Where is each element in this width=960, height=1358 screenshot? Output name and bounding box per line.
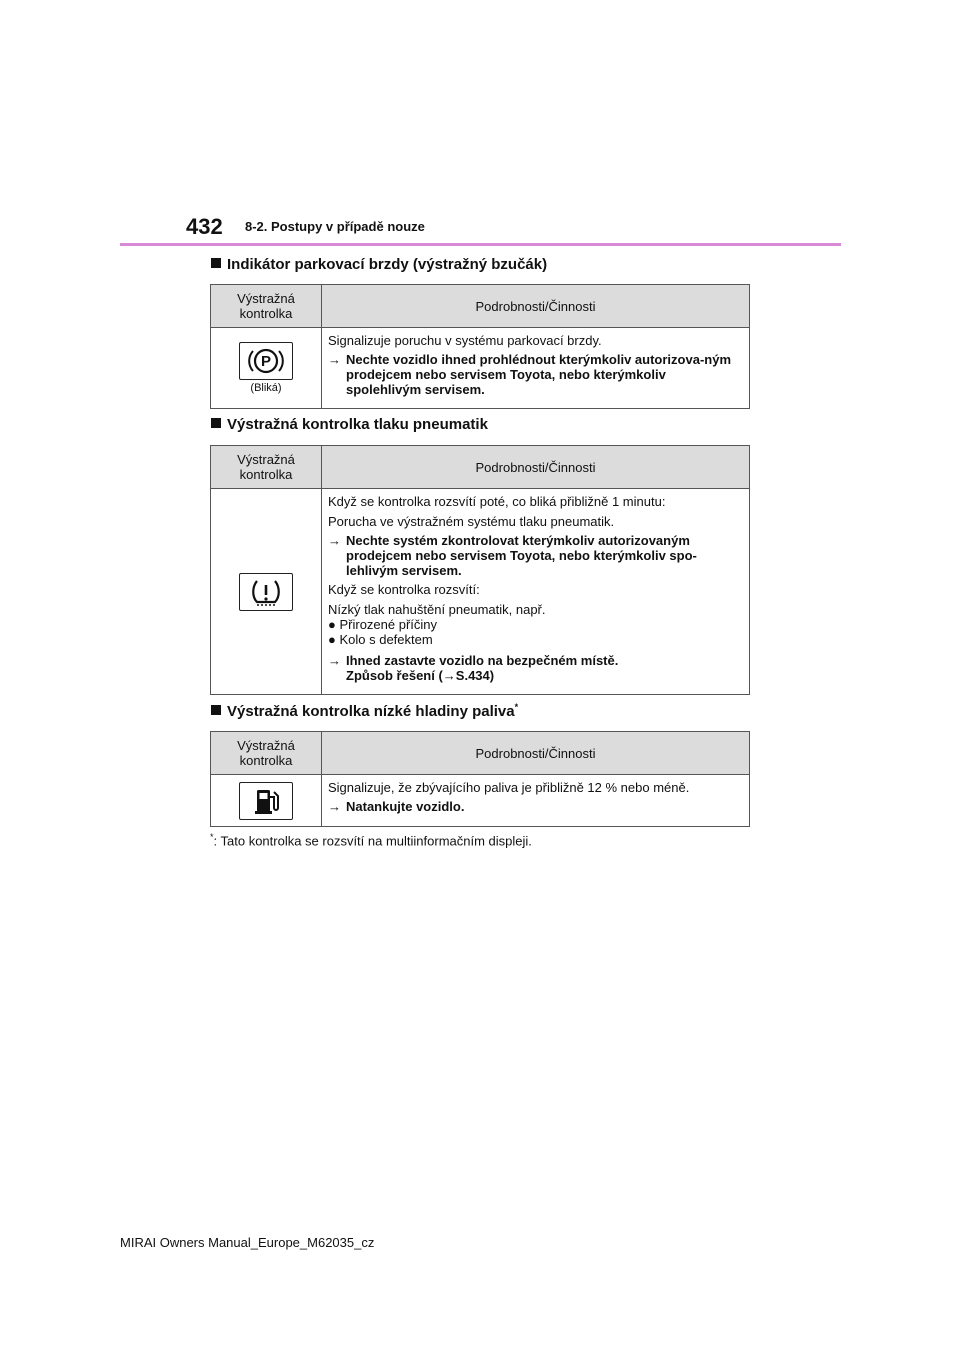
detail-text: Nízký tlak nahuštění pneumatik, např. (328, 602, 546, 617)
action-text: Nechte vozidlo ihned prohlédnout kterýmkoliv autorizova-ným prodejcem nebo servisem Toyota, nebo kterýmkoliv spolehlivým servisem. (346, 352, 731, 397)
bullet-icon: ● (328, 617, 336, 632)
tire-pressure-icon (239, 573, 293, 611)
table-header-indicator: Výstražná kontrolka (211, 446, 322, 489)
detail-text: Signalizuje poruchu v systému parkovací brzdy. (328, 333, 602, 348)
square-bullet-icon (211, 705, 221, 715)
table-header-indicator: Výstražná kontrolka (211, 732, 322, 775)
low-fuel-table (210, 731, 750, 827)
section-title: 8-2. Postupy v případě nouze (245, 219, 425, 234)
footnote: *: Tato kontrolka se rozsvítí na multiinformačním displeji. (210, 832, 532, 849)
action-text: Ihned zastavte vozidlo na bezpečném místě. Způsob řešení (→S.434) (346, 653, 619, 683)
table-header-details: Podrobnosti/Činnosti (322, 446, 750, 489)
svg-text:P: P (260, 353, 272, 370)
parking-brake-table (210, 284, 750, 409)
arrow-icon: → (328, 352, 341, 367)
fuel-pump-icon (239, 782, 293, 820)
detail-text: Když se kontrolka rozsvítí: (328, 582, 480, 597)
table-header-details: Podrobnosti/Činnosti (322, 285, 750, 328)
list-item: ● Kolo s defektem (328, 632, 433, 647)
action-text: Nechte systém zkontrolovat kterýmkoliv autorizovaným prodejcem nebo servisem Toyota, nebo kterýmkoliv spo-lehlivým servisem. (346, 533, 697, 578)
footer-manual-id: MIRAI Owners Manual_Europe_M62035_cz (120, 1235, 375, 1250)
action-text: Natankujte vozidlo. (346, 799, 465, 814)
square-bullet-icon (211, 418, 221, 428)
square-bullet-icon (211, 258, 221, 268)
arrow-icon: → (328, 799, 341, 814)
table-header-details: Podrobnosti/Činnosti (322, 732, 750, 775)
page-number: 432 (186, 214, 223, 239)
detail-text: Signalizuje, že zbývajícího paliva je přibližně 12 % nebo méně. (328, 780, 690, 795)
table-header-indicator: Výstražná kontrolka (211, 285, 322, 328)
detail-text: Porucha ve výstražném systému tlaku pneumatik. (328, 514, 615, 529)
list-item: ● Přirozené příčiny (328, 617, 438, 632)
header-divider (120, 243, 841, 246)
blinking-caption: (Bliká) (250, 382, 282, 394)
detail-text: Když se kontrolka rozsvítí poté, co bliká přibližně 1 minutu: (328, 494, 666, 509)
heading-low-fuel: Výstražná kontrolka nízké hladiny paliva* (211, 702, 518, 720)
heading-parking-brake: Indikátor parkovací brzdy (výstražný bzučák) (211, 256, 547, 273)
bullet-icon: ● (328, 632, 336, 647)
arrow-icon: → (328, 653, 341, 668)
parking-brake-icon (239, 342, 293, 380)
arrow-icon: → (328, 533, 341, 548)
heading-tire-pressure: Výstražná kontrolka tlaku pneumatik (211, 416, 488, 433)
tire-pressure-table (210, 445, 750, 695)
